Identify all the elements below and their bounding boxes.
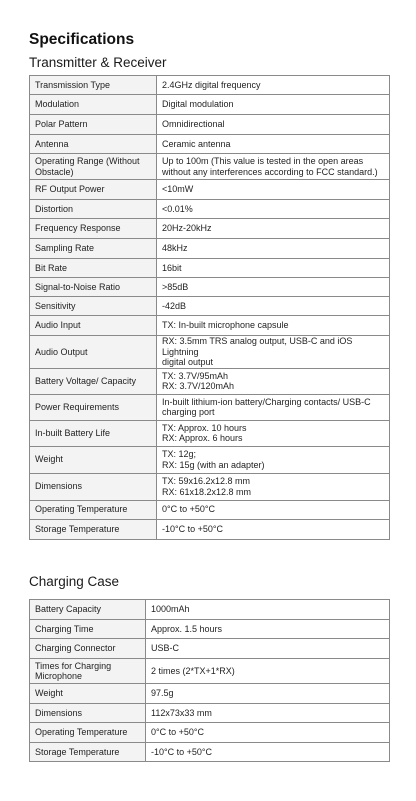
- spec-value: TX: 3.7V/95mAh RX: 3.7V/120mAh: [162, 370, 235, 391]
- spec-value: Up to 100m (This value is tested in the open areas without any interferences according to FCC standard.): [162, 156, 378, 177]
- spec-label: Audio Input: [35, 320, 81, 331]
- spec-value: TX: In-built microphone capsule: [162, 320, 289, 331]
- spec-value-cell: [157, 519, 390, 539]
- spec-label: Sampling Rate: [35, 243, 95, 254]
- spec-table-transmitter-receiver-body: [30, 76, 390, 540]
- spec-label: Operating Temperature: [35, 727, 128, 738]
- spec-value: 0°C to +50°C: [162, 504, 215, 515]
- spec-label: Storage Temperature: [35, 523, 120, 534]
- spec-label: Modulation: [35, 99, 80, 110]
- spec-label: Charging Connector: [35, 643, 116, 654]
- spec-value: 20Hz-20kHz: [162, 223, 212, 234]
- spec-value-cell: [157, 180, 390, 200]
- spec-row: [30, 473, 390, 500]
- spec-label-cell: [30, 219, 157, 239]
- spec-label-cell: [30, 200, 157, 219]
- spec-label-cell: [30, 684, 146, 704]
- spec-label: Weight: [35, 454, 63, 465]
- spec-row: [30, 259, 390, 278]
- spec-value: TX: 12g; RX: 15g (with an adapter): [162, 449, 265, 470]
- spec-value: 2 times (2*TX+1*RX): [151, 665, 235, 676]
- spec-value-cell: [157, 278, 390, 297]
- spec-label-cell: [30, 394, 157, 420]
- spec-value: -10°C to +50°C: [151, 746, 212, 757]
- spec-label-cell: [30, 278, 157, 297]
- spec-value: <10mW: [162, 184, 194, 195]
- spec-value-cell: [157, 115, 390, 135]
- spec-value-cell: [157, 135, 390, 154]
- spec-row: [30, 135, 390, 154]
- spec-row: [30, 684, 390, 704]
- spec-value-cell: [146, 704, 390, 723]
- spec-row: [30, 200, 390, 219]
- spec-value-cell: [157, 368, 390, 394]
- spec-label: Signal-to-Noise Ratio: [35, 281, 121, 292]
- spec-label: Weight: [35, 688, 63, 699]
- spec-row: [30, 620, 390, 639]
- spec-label-cell: [30, 704, 146, 723]
- spec-row: [30, 500, 390, 519]
- spec-label-cell: [30, 723, 146, 743]
- spec-value-cell: [157, 95, 390, 115]
- spec-row: [30, 420, 390, 446]
- spec-value: 97.5g: [151, 688, 174, 699]
- spec-row: [30, 723, 390, 743]
- spec-row: [30, 639, 390, 659]
- spec-row: [30, 743, 390, 762]
- spec-row: [30, 180, 390, 200]
- spec-row: [30, 115, 390, 135]
- spec-value: >85dB: [162, 281, 189, 292]
- spec-value-cell: [157, 336, 390, 369]
- spec-label-cell: [30, 95, 157, 115]
- spec-label: Polar Pattern: [35, 119, 88, 130]
- spec-row: [30, 368, 390, 394]
- spec-value-cell: [157, 446, 390, 473]
- spec-row: [30, 219, 390, 239]
- spec-row: [30, 446, 390, 473]
- spec-value: 112x73x33 mm: [151, 707, 212, 718]
- spec-label: Times for Charging Microphone: [35, 660, 112, 681]
- spec-label-cell: [30, 76, 157, 95]
- page-title: Specifications: [29, 31, 135, 48]
- spec-label-cell: [30, 659, 146, 684]
- spec-label: Dimensions: [35, 481, 83, 492]
- spec-row: [30, 336, 390, 369]
- spec-value: 1000mAh: [151, 604, 190, 615]
- spec-label: Battery Capacity: [35, 604, 102, 615]
- spec-row: [30, 154, 390, 180]
- spec-table-charging-case-body: [30, 600, 390, 762]
- spec-label-cell: [30, 297, 157, 316]
- spec-value-cell: [157, 316, 390, 336]
- spec-label: Charging Time: [35, 623, 94, 634]
- spec-label: Power Requirements: [35, 401, 120, 412]
- spec-value: -10°C to +50°C: [162, 523, 223, 534]
- spec-value: Approx. 1.5 hours: [151, 623, 223, 634]
- spec-value-cell: [157, 154, 390, 180]
- spec-row: [30, 394, 390, 420]
- spec-row: [30, 316, 390, 336]
- spec-label-cell: [30, 519, 157, 539]
- section-title-transmitter-receiver: Transmitter & Receiver: [29, 55, 167, 70]
- spec-row: [30, 659, 390, 684]
- spec-label-cell: [30, 420, 157, 446]
- spec-value: Omnidirectional: [162, 119, 225, 130]
- spec-table-transmitter-receiver: [29, 75, 390, 540]
- spec-value-cell: [157, 219, 390, 239]
- spec-value-cell: [157, 200, 390, 219]
- spec-label-cell: [30, 135, 157, 154]
- spec-value-cell: [146, 639, 390, 659]
- spec-label: Sensitivity: [35, 300, 76, 311]
- spec-value: 16bit: [162, 262, 182, 273]
- spec-value-cell: [146, 620, 390, 639]
- spec-value: 48kHz: [162, 243, 188, 254]
- spec-value: 0°C to +50°C: [151, 727, 204, 738]
- spec-label: Bit Rate: [35, 262, 68, 273]
- spec-label-cell: [30, 446, 157, 473]
- spec-value: 2.4GHz digital frequency: [162, 79, 261, 90]
- spec-value: -42dB: [162, 300, 187, 311]
- spec-label-cell: [30, 368, 157, 394]
- spec-value: RX: 3.5mm TRS analog output, USB-C and iOS Lightning digital output: [162, 336, 353, 367]
- spec-label: Operating Range (Without Obstacle): [35, 156, 140, 177]
- spec-value-cell: [146, 600, 390, 620]
- spec-label-cell: [30, 639, 146, 659]
- spec-label: Battery Voltage/ Capacity: [35, 375, 137, 386]
- spec-table-charging-case: [29, 599, 390, 762]
- spec-value-cell: [157, 420, 390, 446]
- spec-label-cell: [30, 473, 157, 500]
- spec-value: Digital modulation: [162, 99, 234, 110]
- spec-value-cell: [146, 659, 390, 684]
- spec-value-cell: [157, 297, 390, 316]
- spec-label-cell: [30, 500, 157, 519]
- spec-value: TX: 59x16.2x12.8 mm RX: 61x18.2x12.8 mm: [162, 476, 252, 497]
- spec-label: RF Output Power: [35, 184, 105, 195]
- spec-label: Operating Temperature: [35, 504, 128, 515]
- spec-value: In-built lithium-ion battery/Charging contacts/ USB-C charging port: [162, 396, 371, 417]
- spec-value: TX: Approx. 10 hours RX: Approx. 6 hours: [162, 422, 247, 443]
- spec-label-cell: [30, 316, 157, 336]
- spec-row: [30, 600, 390, 620]
- spec-row: [30, 95, 390, 115]
- spec-value-cell: [157, 394, 390, 420]
- spec-value-cell: [157, 239, 390, 259]
- spec-label: Distortion: [35, 203, 74, 214]
- spec-label-cell: [30, 336, 157, 369]
- spec-row: [30, 297, 390, 316]
- spec-value-cell: [157, 259, 390, 278]
- spec-label: In-built Battery Life: [35, 427, 111, 438]
- spec-row: [30, 278, 390, 297]
- spec-value-cell: [157, 473, 390, 500]
- spec-label: Transmission Type: [35, 79, 111, 90]
- spec-label: Dimensions: [35, 707, 83, 718]
- spec-row: [30, 76, 390, 95]
- spec-label-cell: [30, 600, 146, 620]
- spec-label: Storage Temperature: [35, 746, 120, 757]
- spec-label-cell: [30, 154, 157, 180]
- spec-row: [30, 239, 390, 259]
- spec-label: Antenna: [35, 138, 69, 149]
- section-title-charging-case: Charging Case: [29, 574, 120, 589]
- spec-value-cell: [157, 76, 390, 95]
- spec-label-cell: [30, 259, 157, 278]
- spec-value-cell: [146, 684, 390, 704]
- spec-label: Audio Output: [35, 346, 88, 357]
- spec-value: USB-C: [151, 643, 180, 654]
- spec-row: [30, 519, 390, 539]
- spec-label-cell: [30, 743, 146, 762]
- spec-label-cell: [30, 180, 157, 200]
- spec-label-cell: [30, 115, 157, 135]
- spec-label: Frequency Response: [35, 223, 121, 234]
- spec-row: [30, 704, 390, 723]
- spec-label-cell: [30, 239, 157, 259]
- spec-value: <0.01%: [162, 203, 193, 214]
- spec-value-cell: [146, 743, 390, 762]
- spec-label-cell: [30, 620, 146, 639]
- spec-value-cell: [157, 500, 390, 519]
- spec-value-cell: [146, 723, 390, 743]
- spec-value: Ceramic antenna: [162, 138, 231, 149]
